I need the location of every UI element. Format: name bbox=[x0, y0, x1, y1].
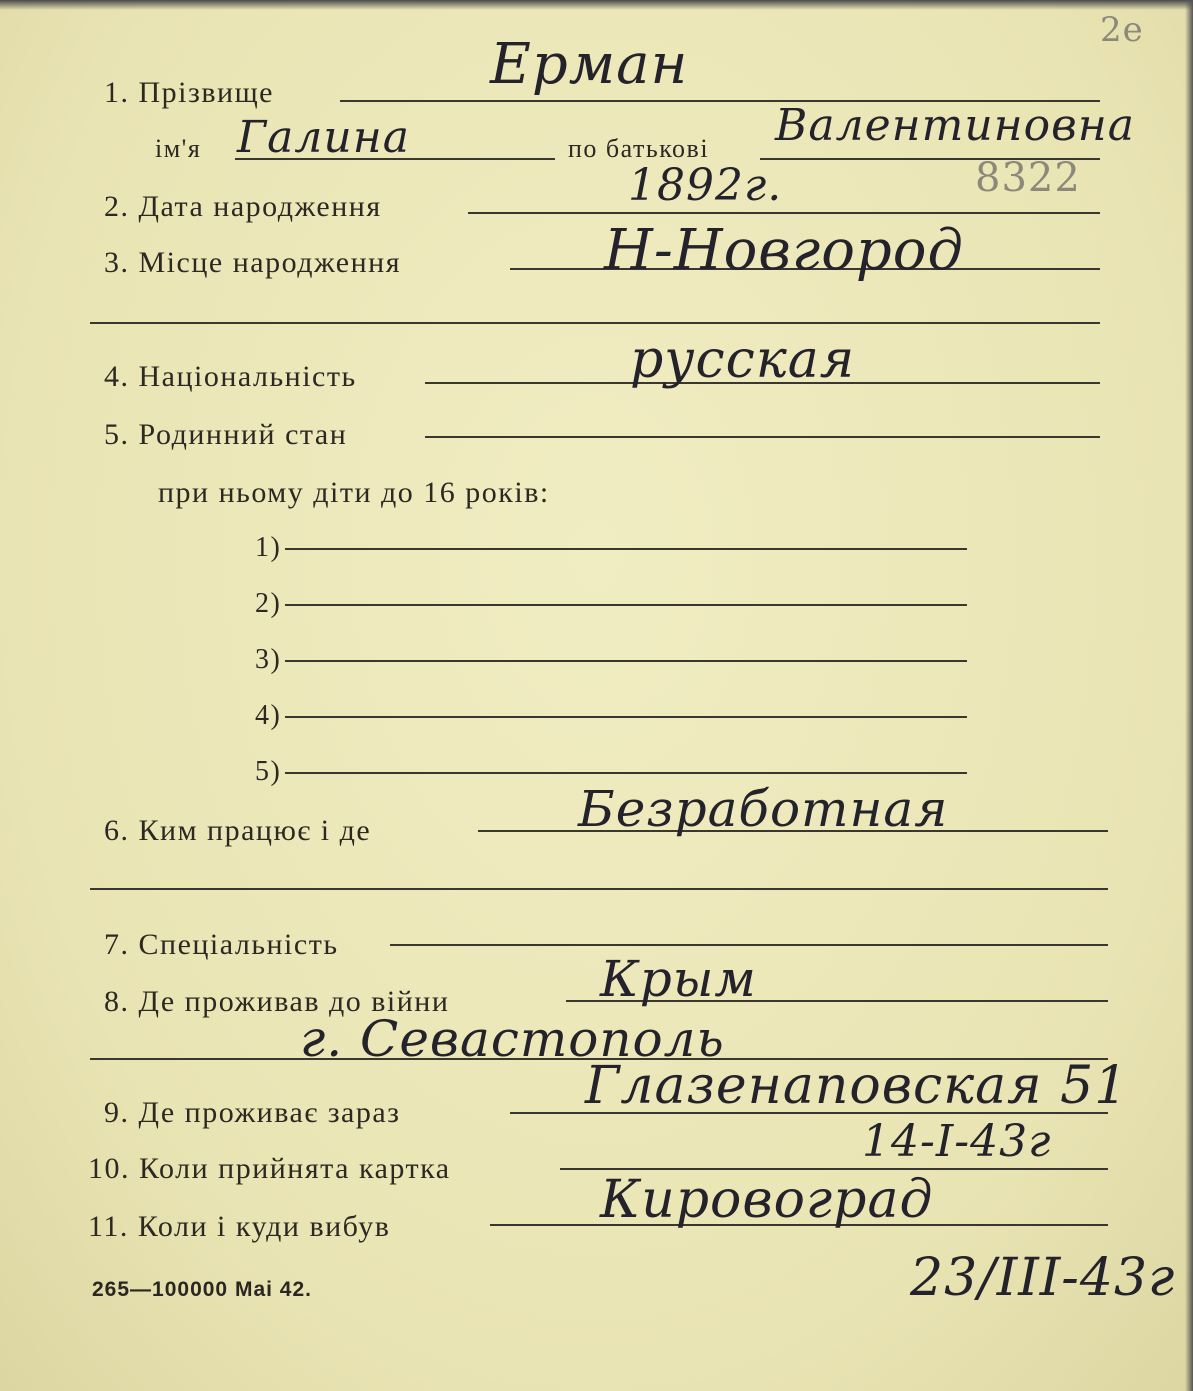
line-patronymic bbox=[760, 158, 1100, 160]
print-code: 265—100000 Mai 42. bbox=[92, 1278, 312, 1301]
value-card-accepted: 14-I-43г bbox=[862, 1116, 1052, 1167]
line-child-5 bbox=[285, 772, 967, 774]
corner-mark: 2е bbox=[1100, 10, 1144, 50]
label-5-marital-status: 5. Родинний стан bbox=[104, 418, 348, 451]
line-birth-place-2 bbox=[90, 322, 1100, 324]
label-child-3: 3) bbox=[255, 644, 282, 675]
line-child-2 bbox=[285, 604, 967, 606]
label-2-birth-date: 2. Дата народження bbox=[104, 190, 382, 223]
value-current-residence: Глазенаповская 51 bbox=[585, 1056, 1129, 1116]
label-children: при ньому діти до 16 років: bbox=[158, 476, 550, 509]
label-8-prewar-residence: 8. Де проживав до війни bbox=[104, 985, 450, 1018]
value-birth-date: 1892г. bbox=[628, 160, 783, 211]
line-child-4 bbox=[285, 716, 967, 718]
label-9-current-residence: 9. Де проживає зараз bbox=[104, 1096, 401, 1129]
label-10-card-accepted: 10. Коли прийнята картка bbox=[88, 1152, 451, 1185]
value-patronymic: Валентиновна bbox=[775, 100, 1135, 151]
line-child-1 bbox=[285, 548, 967, 550]
label-first-name: ім'я bbox=[155, 134, 202, 163]
right-edge-shadow bbox=[1185, 0, 1193, 1391]
top-edge-shadow bbox=[0, 0, 1193, 10]
value-first-name: Галина bbox=[237, 112, 410, 163]
archive-number: 8322 bbox=[975, 155, 1081, 201]
label-3-birth-place: 3. Місце народження bbox=[104, 246, 402, 279]
label-7-specialty: 7. Спеціальність bbox=[104, 928, 339, 961]
line-specialty bbox=[390, 944, 1108, 946]
label-child-2: 2) bbox=[255, 588, 282, 619]
label-11-departure: 11. Коли і куди вибув bbox=[88, 1210, 391, 1243]
label-patronymic: по батькові bbox=[568, 134, 710, 163]
value-prewar-region: Крым bbox=[600, 950, 757, 1008]
value-surname: Ерман bbox=[490, 32, 689, 97]
label-child-4: 4) bbox=[255, 700, 282, 731]
value-prewar-city: г. Севастополь bbox=[300, 1010, 725, 1068]
label-4-nationality: 4. Національність bbox=[104, 360, 357, 393]
value-nationality: русская bbox=[630, 330, 856, 390]
label-1-surname: 1. Прізвище bbox=[104, 76, 274, 109]
line-birth-date bbox=[468, 212, 1100, 214]
line-marital-status bbox=[425, 436, 1100, 438]
label-6-occupation: 6. Ким працює і де bbox=[104, 814, 372, 847]
line-occupation-2 bbox=[90, 888, 1108, 890]
line-child-3 bbox=[285, 660, 967, 662]
label-child-5: 5) bbox=[255, 756, 282, 787]
value-occupation: Безработная bbox=[578, 780, 949, 838]
value-birth-place: Н-Новгород bbox=[604, 218, 964, 283]
value-departure-date: 23/III-43г bbox=[910, 1248, 1176, 1308]
label-child-1: 1) bbox=[255, 532, 282, 563]
value-departure-place: Кировоград bbox=[600, 1170, 934, 1230]
